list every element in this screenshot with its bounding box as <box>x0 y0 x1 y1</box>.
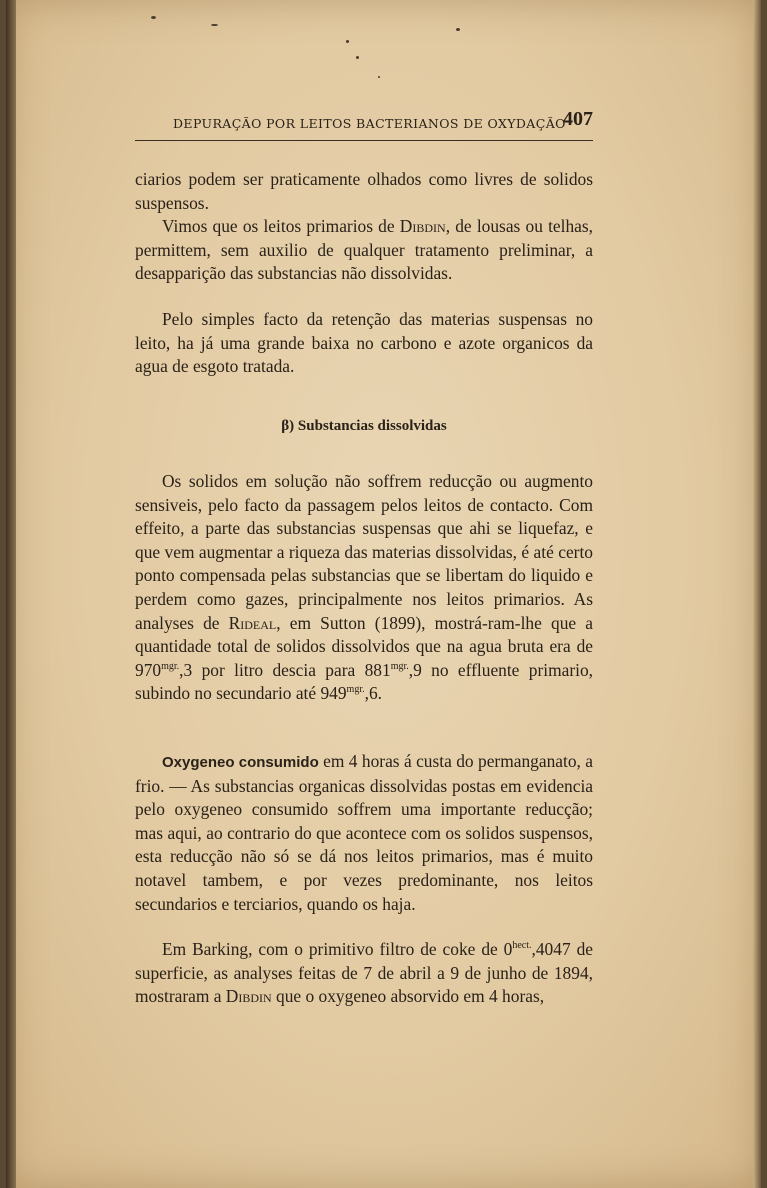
running-title: DEPURAÇÃO POR LEITOS BACTERIANOS DE OXYDAÇÃO <box>173 116 566 131</box>
page-spine-shadow <box>6 0 16 1188</box>
paragraph-dibdin <box>135 215 593 286</box>
paragraph-text: Os solidos em solução não soffrem reducção ou augmento sensiveis, pelo facto da passagem pelos leitos de contacto. Com effeito, a parte das substancias suspensas que ahi se liquefaz, e que vem augmentar a riqueza das materias dissolvidas, é até certo ponto compensada pelas substancias que se libertam do liquido e perdem como gazes, principalmente nos leitos primarios. As analyses de <box>135 471 593 633</box>
paragraph-block-2 <box>135 308 593 379</box>
paragraph-text: ,6. <box>364 683 382 704</box>
ink-speck <box>356 56 359 59</box>
page-number: 407 <box>563 108 593 130</box>
paragraph-block-1 <box>135 168 593 286</box>
paragraph-text: , em Sutton (1899), mostrá-ram-lhe que a quantidade total de solidos dissolvidos que na agua bruta era de 970 <box>135 612 594 680</box>
paragraph-block-5 <box>135 938 593 1009</box>
unit-superscript: mgr. <box>346 684 365 696</box>
paragraph-text: , de lousas ou telhas, permittem, sem auxilio de qualquer tratamento preliminar, a desapparição das substancias não dissolvidas. <box>135 216 593 284</box>
header-rule <box>135 140 593 141</box>
author-name: Dibdin <box>225 986 272 1007</box>
paragraph-barking <box>135 938 593 1009</box>
page-header <box>173 108 593 134</box>
paragraph-oxygen-consumed <box>135 750 593 916</box>
unit-superscript: mgr. <box>390 660 409 672</box>
paragraph-text: Pelo simples facto da retenção das materias suspensas no leito, ha já uma grande baixa no carbono e azote organicos da agua de esgoto tratada. <box>135 309 593 377</box>
ink-speck <box>456 28 460 31</box>
ink-speck <box>346 40 349 43</box>
ink-speck <box>151 16 156 19</box>
paragraph-continuation <box>135 168 593 215</box>
unit-superscript: hect. <box>512 940 532 952</box>
author-name: Rideal <box>228 612 277 633</box>
paragraph-block-3 <box>135 470 593 706</box>
paragraph-text: ,3 por litro descia para 881 <box>179 659 391 680</box>
page-edge-shadow <box>753 0 761 1188</box>
author-name: Dibdin <box>399 216 446 237</box>
paragraph-retention <box>135 308 593 379</box>
paragraph-text: ciarios podem ser praticamente olhados como livres de solidos suspensos. <box>135 169 593 213</box>
paragraph-block-4 <box>135 750 593 916</box>
section-heading: β) Substancias dissolvidas <box>281 418 447 434</box>
ink-speck <box>211 24 218 26</box>
paragraph-text: ,9 no effluente primario, subindo no secundario até 949 <box>135 659 594 704</box>
unit-superscript: mgr. <box>161 660 180 672</box>
paragraph-text: Vimos que os leitos primarios de <box>162 216 400 237</box>
paragraph-text: que o oxygeneo absorvido em 4 horas, <box>271 986 545 1007</box>
paragraph-dissolved-solids <box>135 470 593 706</box>
bold-lead: Oxygeneo consumido <box>162 754 319 771</box>
paragraph-text: Em Barking, com o primitivo filtro de coke de 0 <box>162 939 513 959</box>
paragraph-text: ,4047 de superficie, as analyses feitas de 7 de abril a 9 de junho de 1894, mostraram a <box>135 939 593 1007</box>
ink-speck <box>378 76 380 78</box>
paragraph-text: em 4 horas á custa do permanganato, a frio. — As substancias organicas dissolvidas postas em evidencia pelo oxygeneo consumido soffrem uma importante reducção; mas aqui, ao contrario do que acontece com os solidos suspensos, esta reducção não só se dá nos leitos primarios, mas é muito notavel tambem, e por vezes predominante, nos leitos secundarios e terciarios, quando os haja. <box>135 751 593 914</box>
